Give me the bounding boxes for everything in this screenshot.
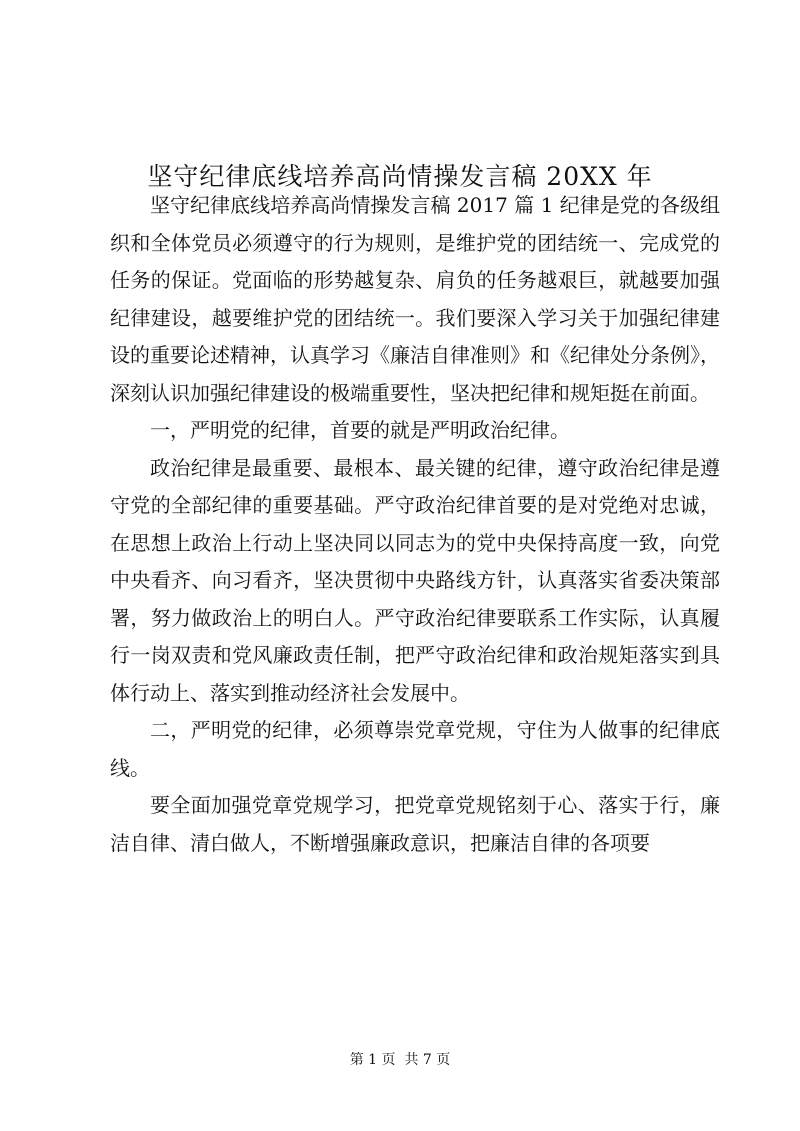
paragraph-section-2-heading: 二，严明党的纪律，必须尊崇党章党规，守住为人做事的纪律底线。 [110, 718, 720, 780]
paragraph-party-rules: 要全面加强党章党规学习，把党章党规铭刻于心、落实于行，廉洁自律、清白做人，不断增强廉政意识，把廉洁自律的各项要 [110, 793, 720, 855]
paragraph-intro: 坚守纪律底线培养高尚情操发言稿 2017 篇 1 纪律是党的各级组织和全体党员必须遵守的行为规则，是维护党的团结统一、完成党的任务的保证。党面临的形势越复杂、肩负的任务越艰巨，就越要加强纪律建设，越要维护党的团结统一。我们要深入学习关于加强纪律建设的重要论述精神，认真学习《廉洁自律准则》和《纪律处分条例》，深刻认识加强纪律建设的极端重要性，坚决把纪律和规矩挺在前面。 [110, 193, 720, 405]
page-title: 坚守纪律底线培养高尚情操发言稿 20XX 年 [147, 161, 653, 191]
document-body [110, 187, 720, 862]
page-number-footer: 第 1 页 共 7 页 [349, 1052, 451, 1068]
paragraph-section-1-heading: 一，严明党的纪律，首要的就是严明政治纪律。 [150, 418, 570, 442]
paragraph-political-discipline: 政治纪律是最重要、最根本、最关键的纪律，遵守政治纪律是遵守党的全部纪律的重要基础。严守政治纪律首要的是对党绝对忠诚，在思想上政治上行动上坚决同以同志为的党中央保持高度一致，向党中央看齐、向习看齐，坚决贯彻中央路线方针，认真落实省委决策部署，努力做政治上的明白人。严守政治纪律要联系工作实际，认真履行一岗双责和党风廉政责任制，把严守政治纪律和政治规矩落实到具体行动上、落实到推动经济社会发展中。 [110, 455, 720, 705]
